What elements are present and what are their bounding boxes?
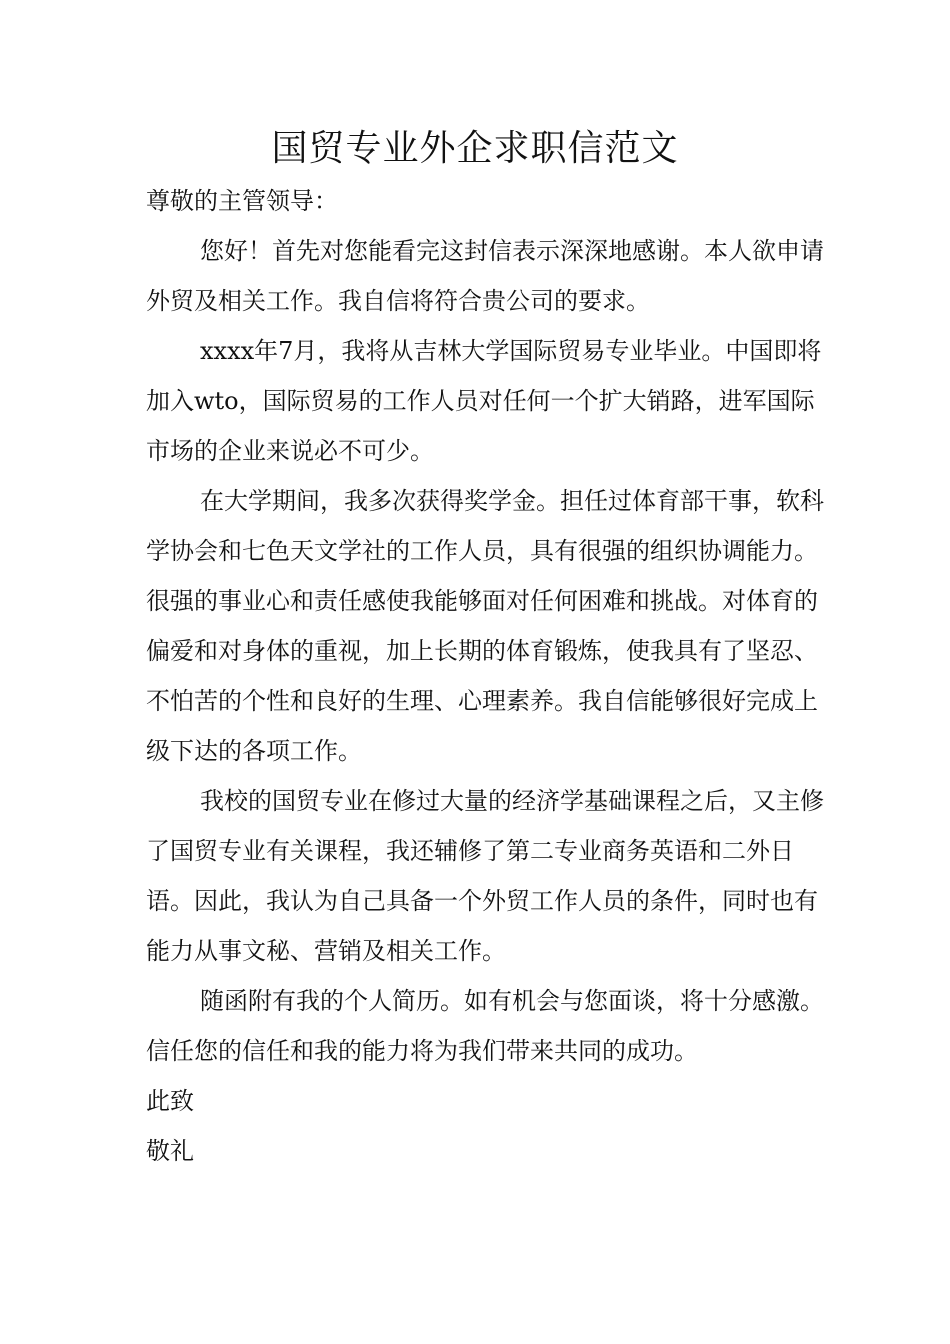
regards: 敬礼: [146, 1137, 194, 1165]
paragraph-coursework: 我校的国贸专业在修过大量的经济学基础课程之后，又主修了国贸专业有关课程，我还辅修了第二专业商务英语和二外日语。因此，我认为自己具备一个外贸工作人员的条件，同时也有能力从事文秘、营销及相关工作。: [146, 787, 824, 965]
document-title: 国贸专业外企求职信范文: [271, 128, 679, 169]
paragraph-graduation: xxxx年7月，我将从吉林大学国际贸易专业毕业。中国即将加入wto，国际贸易的工作人员对任何一个扩大销路，进军国际市场的企业来说必不可少。: [146, 337, 822, 465]
paragraph-university-experience: 在大学期间，我多次获得奖学金。担任过体育部干事，软科学协会和七色天文学社的工作人员，具有很强的组织协调能力。很强的事业心和责任感使我能够面对任何困难和挑战。对体育的偏爱和对身体的重视，加上长期的体育锻炼，使我具有了坚忍、不怕苦的个性和良好的生理、心理素养。我自信能够很好完成上级下达的各项工作。: [146, 487, 824, 765]
paragraph-resume: 随函附有我的个人简历。如有机会与您面谈，将十分感激。: [200, 987, 824, 1015]
letter-body: [146, 176, 831, 1176]
paragraph-greeting: 您好！首先对您能看完这封信表示深深地感谢。本人欲申请外贸及相关工作。我自信将符合贵公司的要求。: [146, 237, 824, 315]
closing-line: 信任您的信任和我的能力将为我们带来共同的成功。: [146, 1037, 698, 1065]
salutation: 尊敬的主管领导：: [146, 187, 338, 215]
closing-phrase: 此致: [146, 1087, 194, 1115]
